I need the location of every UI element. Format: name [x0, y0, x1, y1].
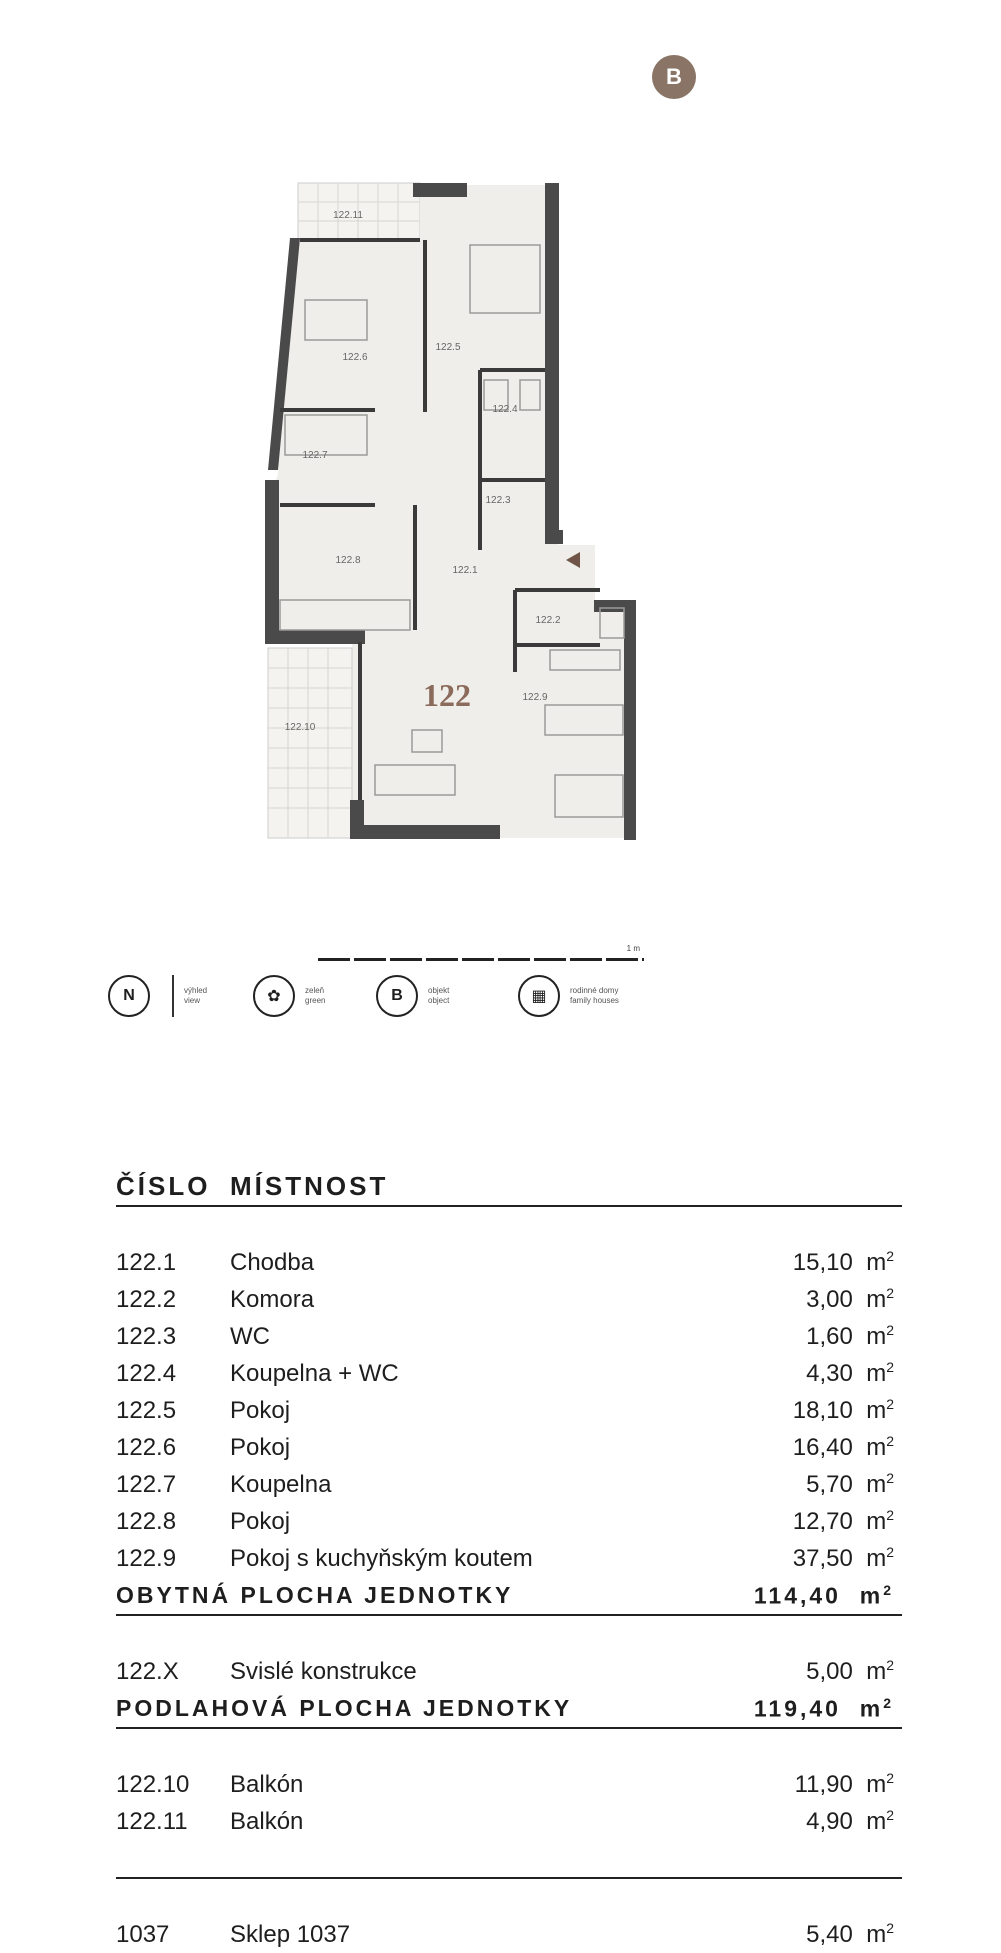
area-value: 11,90 [794, 1771, 853, 1798]
legend-text: objekt object [428, 986, 450, 1005]
room-number: 122.11 [116, 1807, 188, 1835]
room-label: 122.3 [485, 495, 511, 506]
room-name: Svislé konstrukce [230, 1657, 417, 1685]
table-row [116, 1466, 902, 1503]
table-row [116, 1916, 902, 1953]
area-value: 18,10 [792, 1397, 853, 1424]
room-area: 12,70 $m^2$ [792, 1507, 894, 1535]
building-badge: B [652, 55, 696, 99]
house-icon: ▦ [518, 975, 560, 1017]
room-label: 122.6 [342, 352, 368, 363]
table-row [116, 1244, 902, 1281]
room-area: 5,00 $m^2$ [806, 1657, 894, 1685]
table-row [116, 1392, 902, 1429]
header-number: ČÍSLO [116, 1168, 230, 1206]
total-area: 119,40 $m^2$ [699, 1690, 902, 1728]
room-number: 122.9 [116, 1544, 177, 1572]
area-unit: m [859, 1582, 884, 1609]
room-area: 37,50 $m^2$ [792, 1544, 894, 1572]
room-name: Koupelna [230, 1470, 332, 1498]
room-name: Pokoj [230, 1433, 291, 1461]
legend-item-view [108, 975, 207, 1017]
area-value: 5,00 [806, 1658, 853, 1685]
total-label: OBYTNÁ PLOCHA JEDNOTKY [116, 1577, 699, 1615]
room-name: Koupelna + WC [230, 1359, 399, 1387]
room-label: 122.9 [522, 692, 548, 703]
area-value: 1,60 [806, 1323, 853, 1350]
area-value: 4,30 [806, 1360, 853, 1387]
row-spacer [116, 1615, 902, 1653]
area-unit: m [866, 1360, 887, 1387]
table-row [116, 1766, 902, 1803]
room-area: 15,10 $m^2$ [792, 1248, 894, 1276]
table-row [116, 1540, 902, 1577]
building-b-icon: B [376, 975, 418, 1017]
area-unit: m [866, 1434, 887, 1461]
area-value: 5,70 [806, 1471, 853, 1498]
area-unit: m [866, 1397, 887, 1424]
area-unit: m [866, 1249, 887, 1276]
area-unit: m [866, 1323, 887, 1350]
table-row [116, 1281, 902, 1318]
legend-text: zeleň green [305, 986, 326, 1005]
area-value: 4,90 [806, 1808, 853, 1835]
room-area: 1,60 $m^2$ [806, 1322, 894, 1350]
table-row [116, 1653, 902, 1690]
room-name: Pokoj [230, 1507, 291, 1535]
legend-item-object [376, 975, 449, 1017]
area-value: 15,10 [792, 1249, 853, 1276]
legend-item-green [253, 975, 325, 1017]
table-row [116, 1318, 902, 1355]
room-area: 18,10 $m^2$ [792, 1396, 894, 1424]
area-unit: m [866, 1808, 887, 1835]
row-separator [116, 1840, 902, 1878]
area-value: 119,40 [753, 1695, 841, 1722]
legend-item-houses [518, 975, 619, 1017]
living-area-total [116, 1577, 902, 1615]
room-number: 122.6 [116, 1433, 177, 1461]
scale-bar [318, 944, 644, 962]
north-arrow-icon: N [108, 975, 150, 1017]
area-value: 37,50 [792, 1545, 853, 1572]
room-name: Sklep 1037 [230, 1920, 351, 1948]
room-number: 122.4 [116, 1359, 177, 1387]
legend-text: rodinné domy family houses [570, 986, 619, 1005]
room-area: 3,00 $m^2$ [806, 1285, 894, 1313]
legend-text: výhled view [184, 986, 208, 1005]
balcony-left [268, 648, 352, 838]
room-name: Komora [230, 1285, 315, 1313]
room-area: 11,90 $m^2$ [794, 1770, 894, 1798]
room-area: 16,40 $m^2$ [792, 1433, 894, 1461]
area-unit: m [866, 1508, 887, 1535]
floor-plan [0, 0, 1001, 900]
area-unit: m [866, 1921, 887, 1948]
area-unit: m [866, 1658, 887, 1685]
room-number: 122.1 [116, 1248, 177, 1276]
room-label: 122.8 [335, 555, 361, 566]
room-label: 122.1 [452, 565, 478, 576]
room-name: Pokoj [230, 1396, 291, 1424]
room-number: 122.7 [116, 1470, 177, 1498]
area-value: 5,40 [806, 1921, 853, 1948]
room-name: Chodba [230, 1248, 315, 1276]
area-value: 16,40 [792, 1434, 853, 1461]
room-area: 5,40 $m^2$ [806, 1920, 894, 1948]
area-value: 114,40 [753, 1582, 841, 1609]
room-name: Pokoj s kuchyňským koutem [230, 1544, 533, 1572]
total-label: PODLAHOVÁ PLOCHA JEDNOTKY [116, 1690, 699, 1728]
area-unit: m [866, 1286, 887, 1313]
area-unit: m [866, 1471, 887, 1498]
room-label: 122.5 [435, 342, 461, 353]
room-name: Balkón [230, 1807, 304, 1835]
area-value: 12,70 [792, 1508, 853, 1535]
total-area: 114,40 $m^2$ [699, 1577, 902, 1615]
room-number: 122.8 [116, 1507, 177, 1535]
area-unit: m [859, 1695, 884, 1722]
room-table [116, 1168, 902, 1953]
room-area: 4,30 $m^2$ [806, 1359, 894, 1387]
room-number: 122.10 [116, 1770, 190, 1798]
room-number: 122.X [116, 1657, 179, 1685]
area-value: 3,00 [806, 1286, 853, 1313]
table-row [116, 1355, 902, 1392]
legend-divider [172, 975, 174, 1017]
room-name: WC [230, 1322, 270, 1350]
room-number: 122.3 [116, 1322, 177, 1350]
room-number: 122.5 [116, 1396, 177, 1424]
row-spacer [116, 1878, 902, 1916]
table-row [116, 1503, 902, 1540]
area-unit: m [866, 1545, 887, 1572]
room-number: 122.2 [116, 1285, 177, 1313]
room-label: 122.10 [284, 722, 316, 733]
scale-bar-line [318, 958, 644, 961]
room-label: 122.11 [333, 210, 363, 221]
table-row [116, 1429, 902, 1466]
row-spacer [116, 1206, 902, 1244]
room-label: 122.7 [302, 450, 328, 461]
unit-number: 122 [423, 677, 471, 713]
room-name: Balkón [230, 1770, 304, 1798]
room-number: 1037 [116, 1920, 170, 1948]
room-label: 122.4 [492, 404, 518, 415]
room-area: 4,90 $m^2$ [806, 1807, 894, 1835]
room-label: 122.2 [535, 615, 561, 626]
table-row [116, 1803, 902, 1840]
header-room: MÍSTNOST [230, 1168, 902, 1206]
tree-icon: ✿ [253, 975, 295, 1017]
room-area: 5,70 $m^2$ [806, 1470, 894, 1498]
row-spacer [116, 1728, 902, 1766]
area-unit: m [866, 1771, 887, 1798]
floor-area-total [116, 1690, 902, 1728]
table-header [116, 1168, 902, 1206]
scale-label: 1 m [626, 944, 640, 953]
